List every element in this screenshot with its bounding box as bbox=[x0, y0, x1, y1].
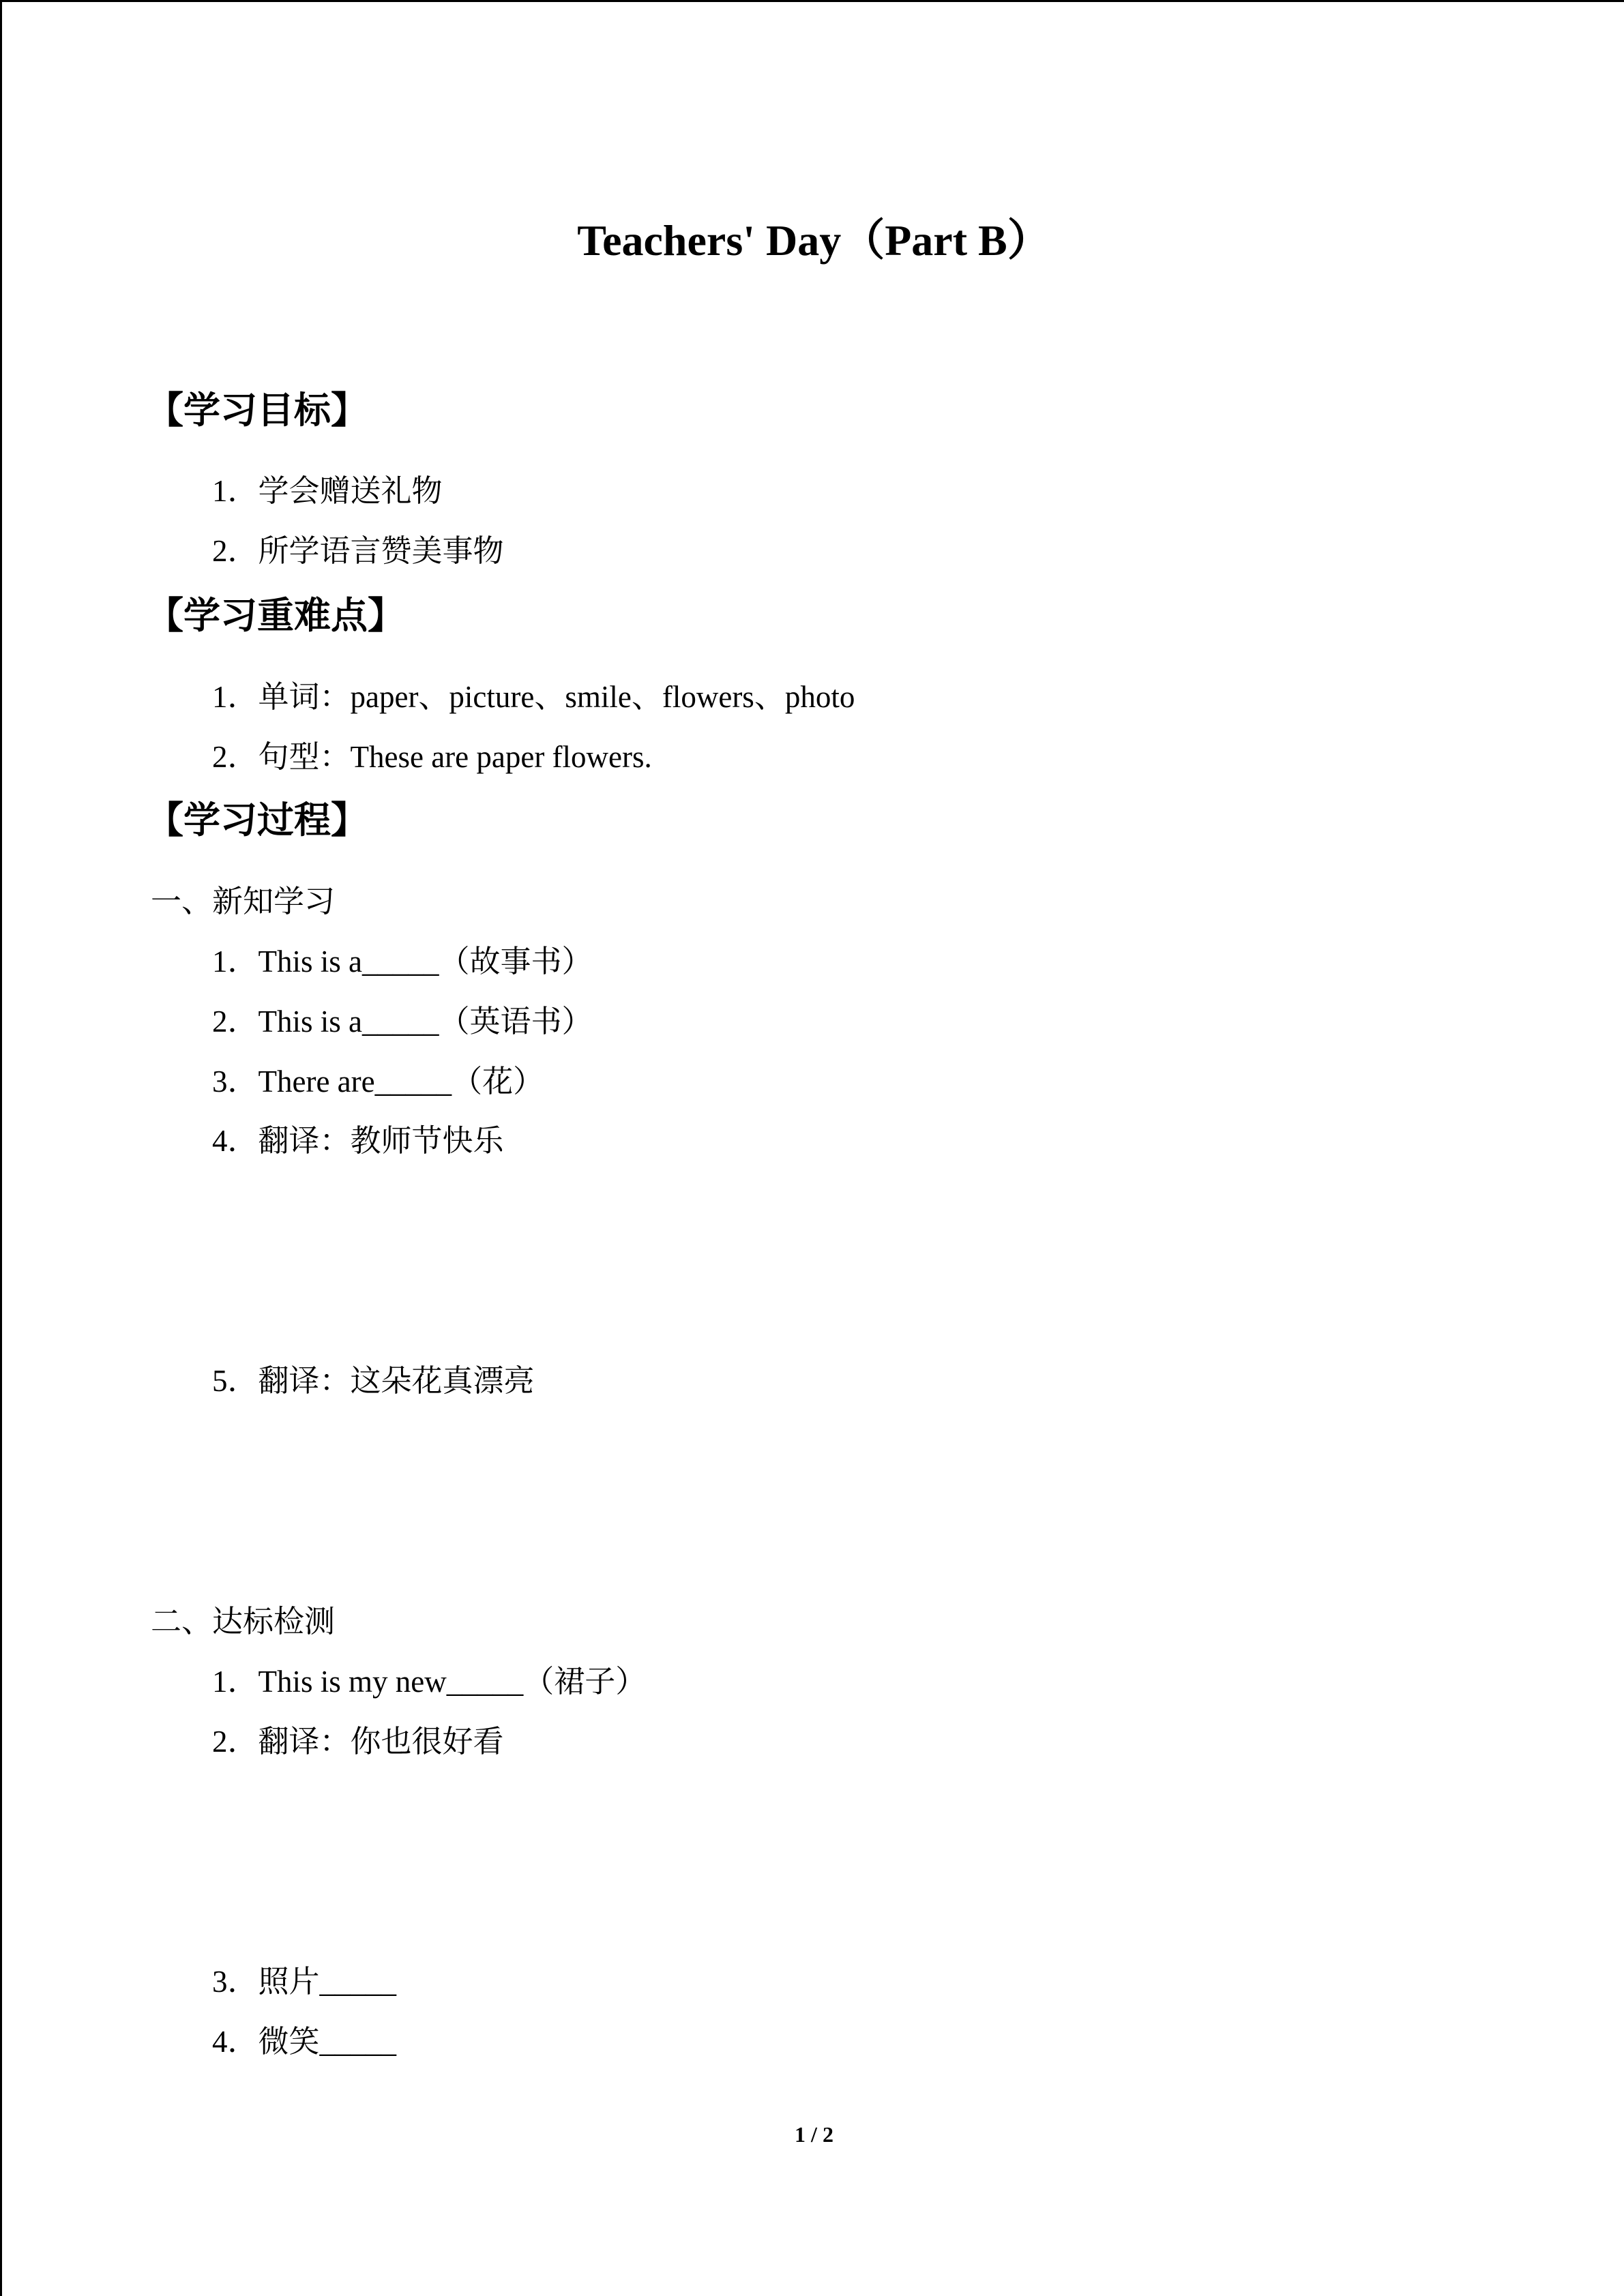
objectives-heading: 【学习目标】 bbox=[147, 390, 368, 431]
process-heading: 【学习过程】 bbox=[147, 800, 368, 841]
page-number: 1 / 2 bbox=[795, 2122, 833, 2147]
assessment-item: 1．This is my new_____（裙子） bbox=[212, 1665, 647, 1699]
assessment-item: 4．微笑_____ bbox=[212, 2025, 397, 2059]
exercise-item: 4．翻译：教师节快乐 bbox=[212, 1124, 504, 1158]
exercise-item: 2．This is a_____（英语书） bbox=[212, 1004, 593, 1039]
exercise-item: 5．翻译：这朵花真漂亮 bbox=[212, 1364, 535, 1398]
objective-item: 1．学会赠送礼物 bbox=[212, 474, 443, 508]
assessment-label: 二、达标检测 bbox=[151, 1605, 336, 1639]
key-point-item: 2．句型：These are paper flowers. bbox=[212, 740, 652, 774]
page-title: Teachers' Day（Part B） bbox=[577, 216, 1051, 265]
objective-item: 2．所学语言赞美事物 bbox=[212, 534, 504, 568]
key-point-item: 1．单词：paper、picture、smile、flowers、photo bbox=[212, 680, 855, 714]
key-points-heading: 【学习重难点】 bbox=[147, 595, 404, 636]
new-knowledge-label: 一、新知学习 bbox=[151, 884, 336, 919]
exercise-item: 1．This is a_____（故事书） bbox=[212, 944, 593, 979]
exercise-item: 3．There are_____（花） bbox=[212, 1064, 544, 1099]
assessment-item: 2．翻译：你也很好看 bbox=[212, 1725, 504, 1759]
assessment-item: 3．照片_____ bbox=[212, 1965, 397, 1999]
